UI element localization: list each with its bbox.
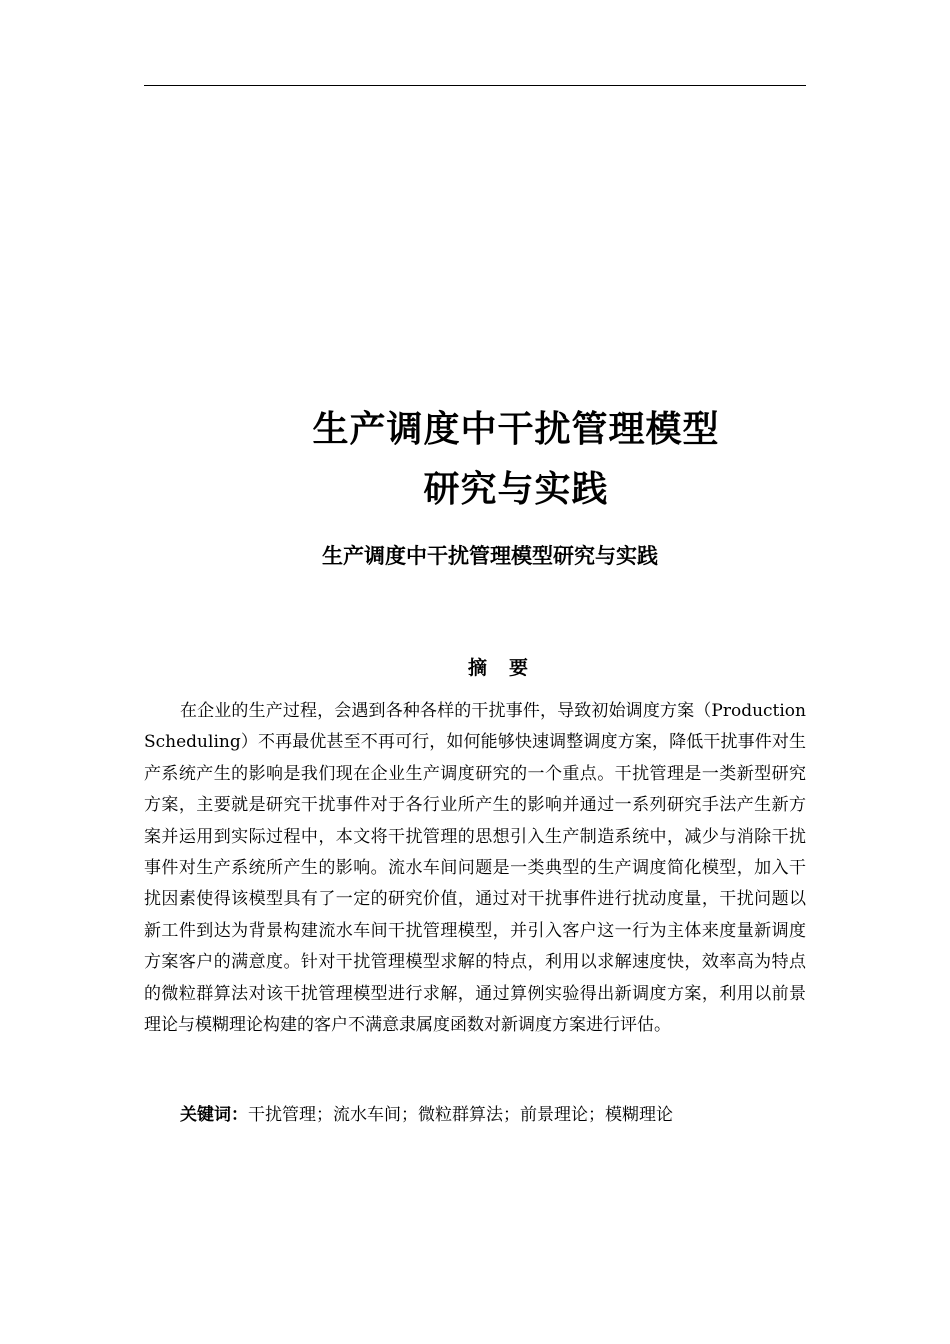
header-rule <box>144 85 806 86</box>
abstract-heading: 摘要 <box>467 657 550 679</box>
title-line-2: 研究与实践 <box>423 469 609 510</box>
keywords-text: 干扰管理；流水车间；微粒群算法；前景理论；模糊理论 <box>248 1105 673 1125</box>
keywords-label: 关键词： <box>180 1105 248 1125</box>
keywords-line <box>144 1098 806 1132</box>
document-subtitle: 生产调度中干扰管理模型研究与实践 <box>322 544 658 568</box>
document-title <box>144 400 888 520</box>
title-line-1: 生产调度中干扰管理模型 <box>312 409 720 450</box>
abstract-body: 在企业的生产过程，会遇到各种各样的干扰事件，导致初始调度方案（Production Scheduling）不再最优甚至不再可行，如何能够快速调整调度方案，降低干扰事件对生产系统产生的影响是我们现在企业生产调度研究的一个重点。干扰管理是一类新型研究方案，主要就是研究干扰事件对于各行业所产生的影响并通过一系列研究手法产生新方案并运用到实际过程中，本文将干扰管理的思想引入生产制造系统中，减少与消除干扰事件对生产系统所产生的影响。流水车间问题是一类典型的生产调度简化模型，加入干扰因素使得该模型具有了一定的研究价值，通过对干扰事件进行扰动度量，干扰问题以新工件到达为背景构建流水车间干扰管理模型，并引入客户这一行为主体来度量新调度方案客户的满意度。针对干扰管理模型求解的特点，利用以求解速度快，效率高为特点的微粒群算法对该干扰管理模型进行求解，通过算例实验得出新调度方案，利用以前景理论与模糊理论构建的客户不满意隶属度函数对新调度方案进行评估。 <box>144 701 806 1036</box>
